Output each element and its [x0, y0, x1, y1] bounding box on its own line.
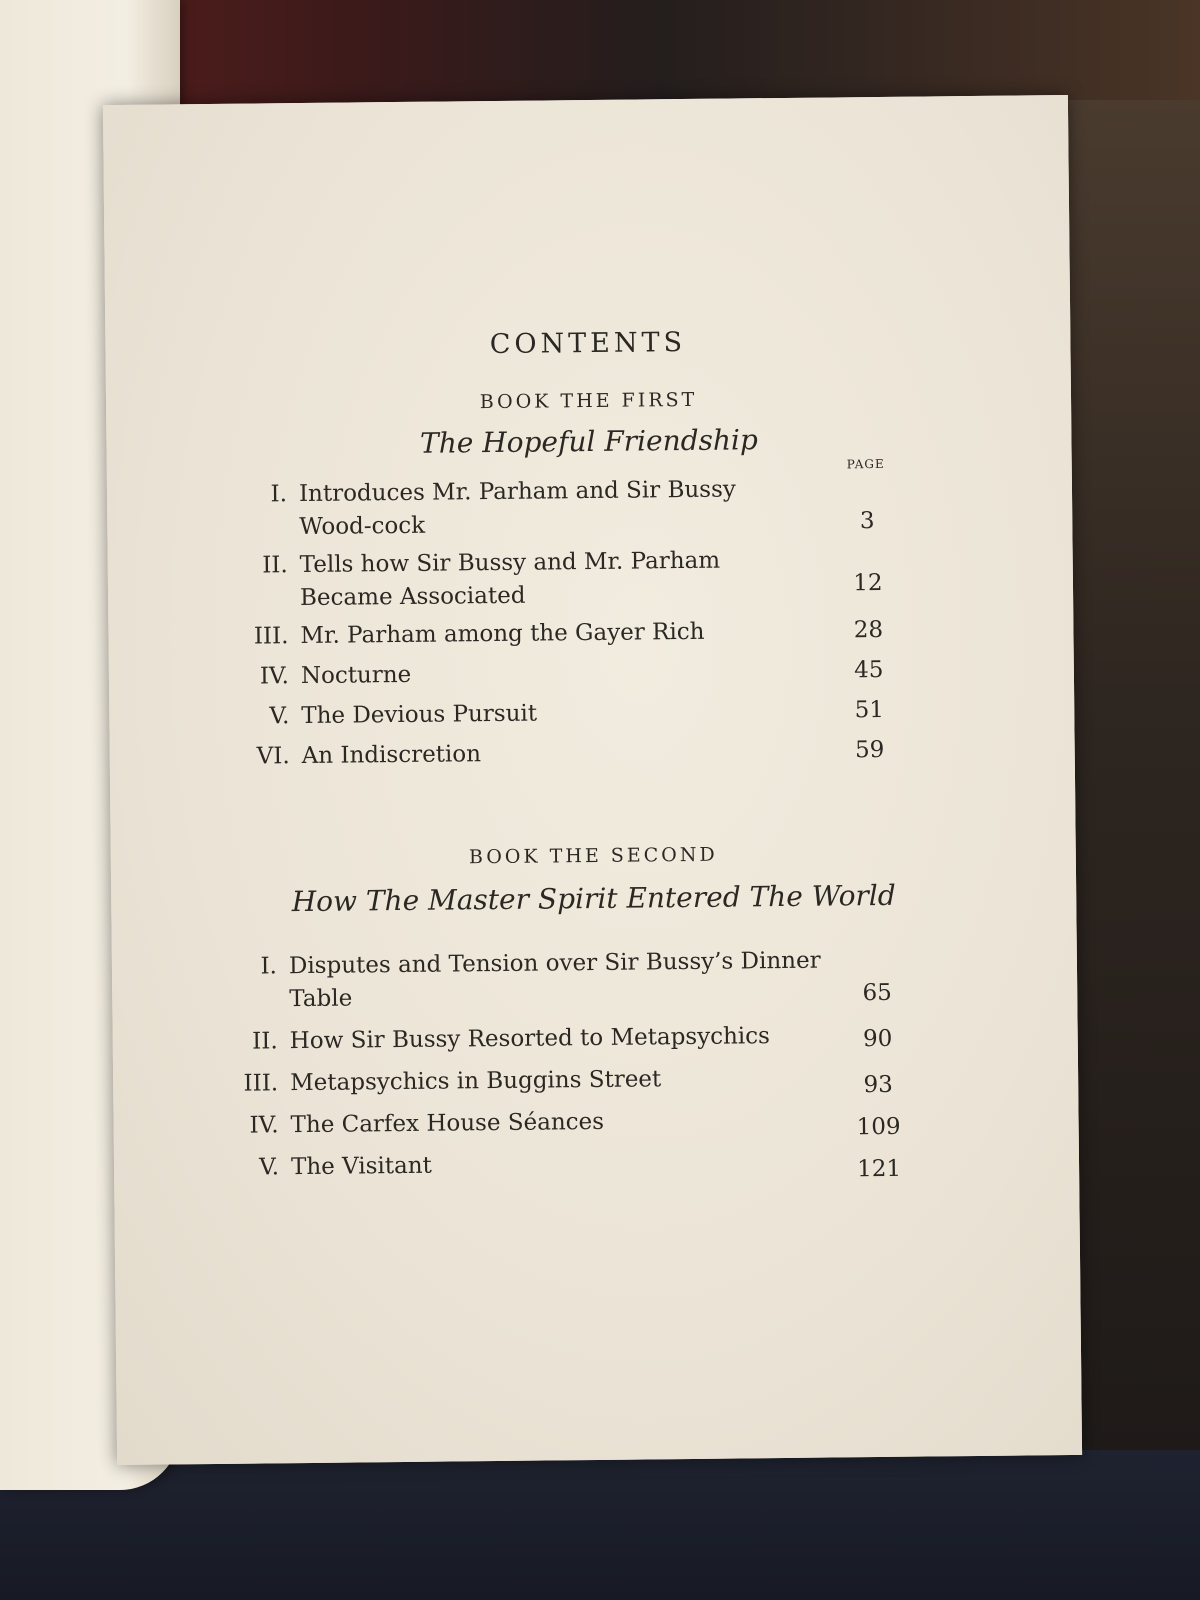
chapter-title: The Visitant	[290, 1152, 432, 1181]
chapter-page: 121	[857, 1155, 902, 1183]
toc-row	[209, 1145, 902, 1183]
toc-row	[219, 694, 899, 730]
toc-row	[208, 1061, 893, 1099]
chapter-number: I.	[260, 953, 278, 980]
chapter-page: 109	[856, 1113, 901, 1141]
chapter-title: Nocturne	[300, 661, 412, 690]
chapter-title: Metapsychics in Buggins Street	[290, 1066, 662, 1097]
chapter-number: I.	[270, 481, 288, 508]
chapter-number: V.	[258, 1154, 280, 1181]
background-bottom	[0, 1450, 1200, 1600]
chapter-page: 65	[862, 979, 893, 1007]
chapter-page: 51	[854, 696, 885, 724]
chapter-title: How Sir Bussy Resorted to Metapsychics	[289, 1023, 771, 1055]
chapter-number: IV.	[259, 663, 290, 690]
toc-row	[220, 734, 900, 770]
chapter-page: 59	[854, 736, 885, 764]
chapter-title: The Carfex House Séances	[290, 1108, 605, 1139]
chapter-title: The Devious Pursuit	[301, 700, 538, 730]
toc-row	[208, 1103, 901, 1141]
toc-row	[219, 654, 899, 690]
chapter-page: 45	[854, 656, 884, 684]
chapter-title: Mr. Parham among the Gayer Rich	[300, 618, 705, 650]
chapter-number: V.	[269, 703, 290, 730]
chapter-number: VI.	[256, 743, 290, 770]
chapter-title: Disputes and Tension over Sir Bussy’s Dinner Table	[288, 947, 821, 1013]
chapter-number: III.	[243, 1070, 279, 1097]
book-page	[103, 95, 1082, 1465]
chapter-title: An Indiscretion	[301, 741, 482, 770]
book-heading: BOOK THE SECOND	[468, 843, 718, 869]
chapter-title: Tells how Sir Bussy and Mr. Parham Became Associated	[299, 547, 721, 612]
chapter-number: III.	[253, 623, 289, 650]
book-subtitle: How The Master Spirit Entered The World	[291, 878, 896, 919]
toc-row	[207, 944, 893, 1013]
chapter-page: 12	[853, 569, 883, 597]
chapter-number: IV.	[249, 1112, 279, 1139]
chapter-number: II.	[252, 1028, 278, 1055]
chapter-number: II.	[262, 552, 288, 579]
chapter-page: 90	[862, 1025, 893, 1053]
chapter-page: 28	[853, 616, 884, 644]
page-column-label: PAGE	[846, 456, 885, 472]
book-subtitle: The Hopeful Friendship	[419, 423, 759, 460]
toc-row	[218, 614, 898, 650]
book-heading: BOOK THE FIRST	[479, 388, 698, 414]
chapter-title: Introduces Mr. Parham and Sir Bussy Wood-cock	[298, 476, 736, 541]
toc-row	[218, 543, 898, 612]
chapter-page: 3	[859, 508, 875, 535]
toc-row	[208, 1019, 893, 1055]
contents-title: CONTENTS	[489, 326, 687, 361]
chapter-page: 93	[863, 1071, 893, 1099]
toc-row	[217, 472, 897, 541]
